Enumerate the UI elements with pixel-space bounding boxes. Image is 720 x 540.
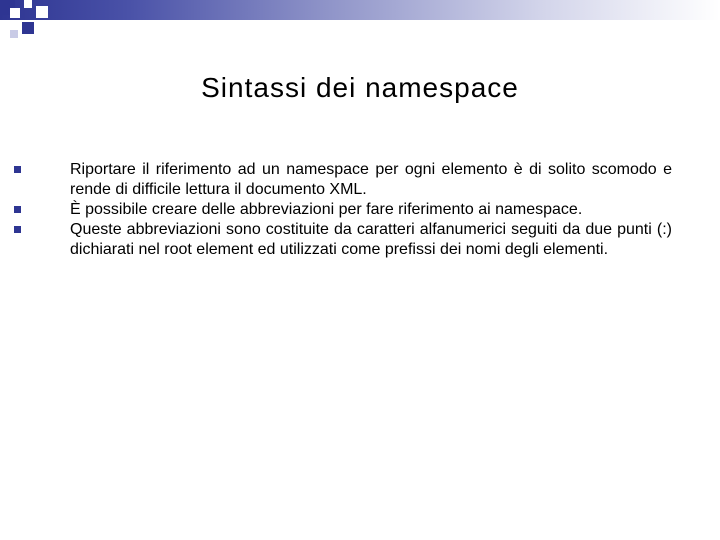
square-bullet-icon [14,166,21,173]
bullet-text: Queste abbreviazioni sono costituite da caratteri alfanumerici seguiti da due punti (:) dichiarati nel root element ed utilizzati come prefissi dei nomi degli elementi. [70,221,672,258]
bullet-item [70,220,672,260]
decorative-square [10,8,20,18]
bullet-text: Riportare il riferimento ad un namespace per ogni elemento è di solito scomodo e rende di difficile lettura il documento XML. [70,161,672,198]
bullet-text: È possibile creare delle abbreviazioni per fare riferimento ai namespace. [70,201,583,218]
decorative-square [22,22,34,34]
decorative-square [10,30,18,38]
bullet-item [70,200,672,220]
decorative-square [36,6,48,18]
header-gradient-bar [0,0,720,20]
square-bullet-icon [14,206,21,213]
slide-title: Sintassi dei namespace [201,72,519,103]
bullet-list [70,160,672,260]
decorative-square [24,0,32,8]
square-bullet-icon [14,226,21,233]
bullet-item [70,160,672,200]
